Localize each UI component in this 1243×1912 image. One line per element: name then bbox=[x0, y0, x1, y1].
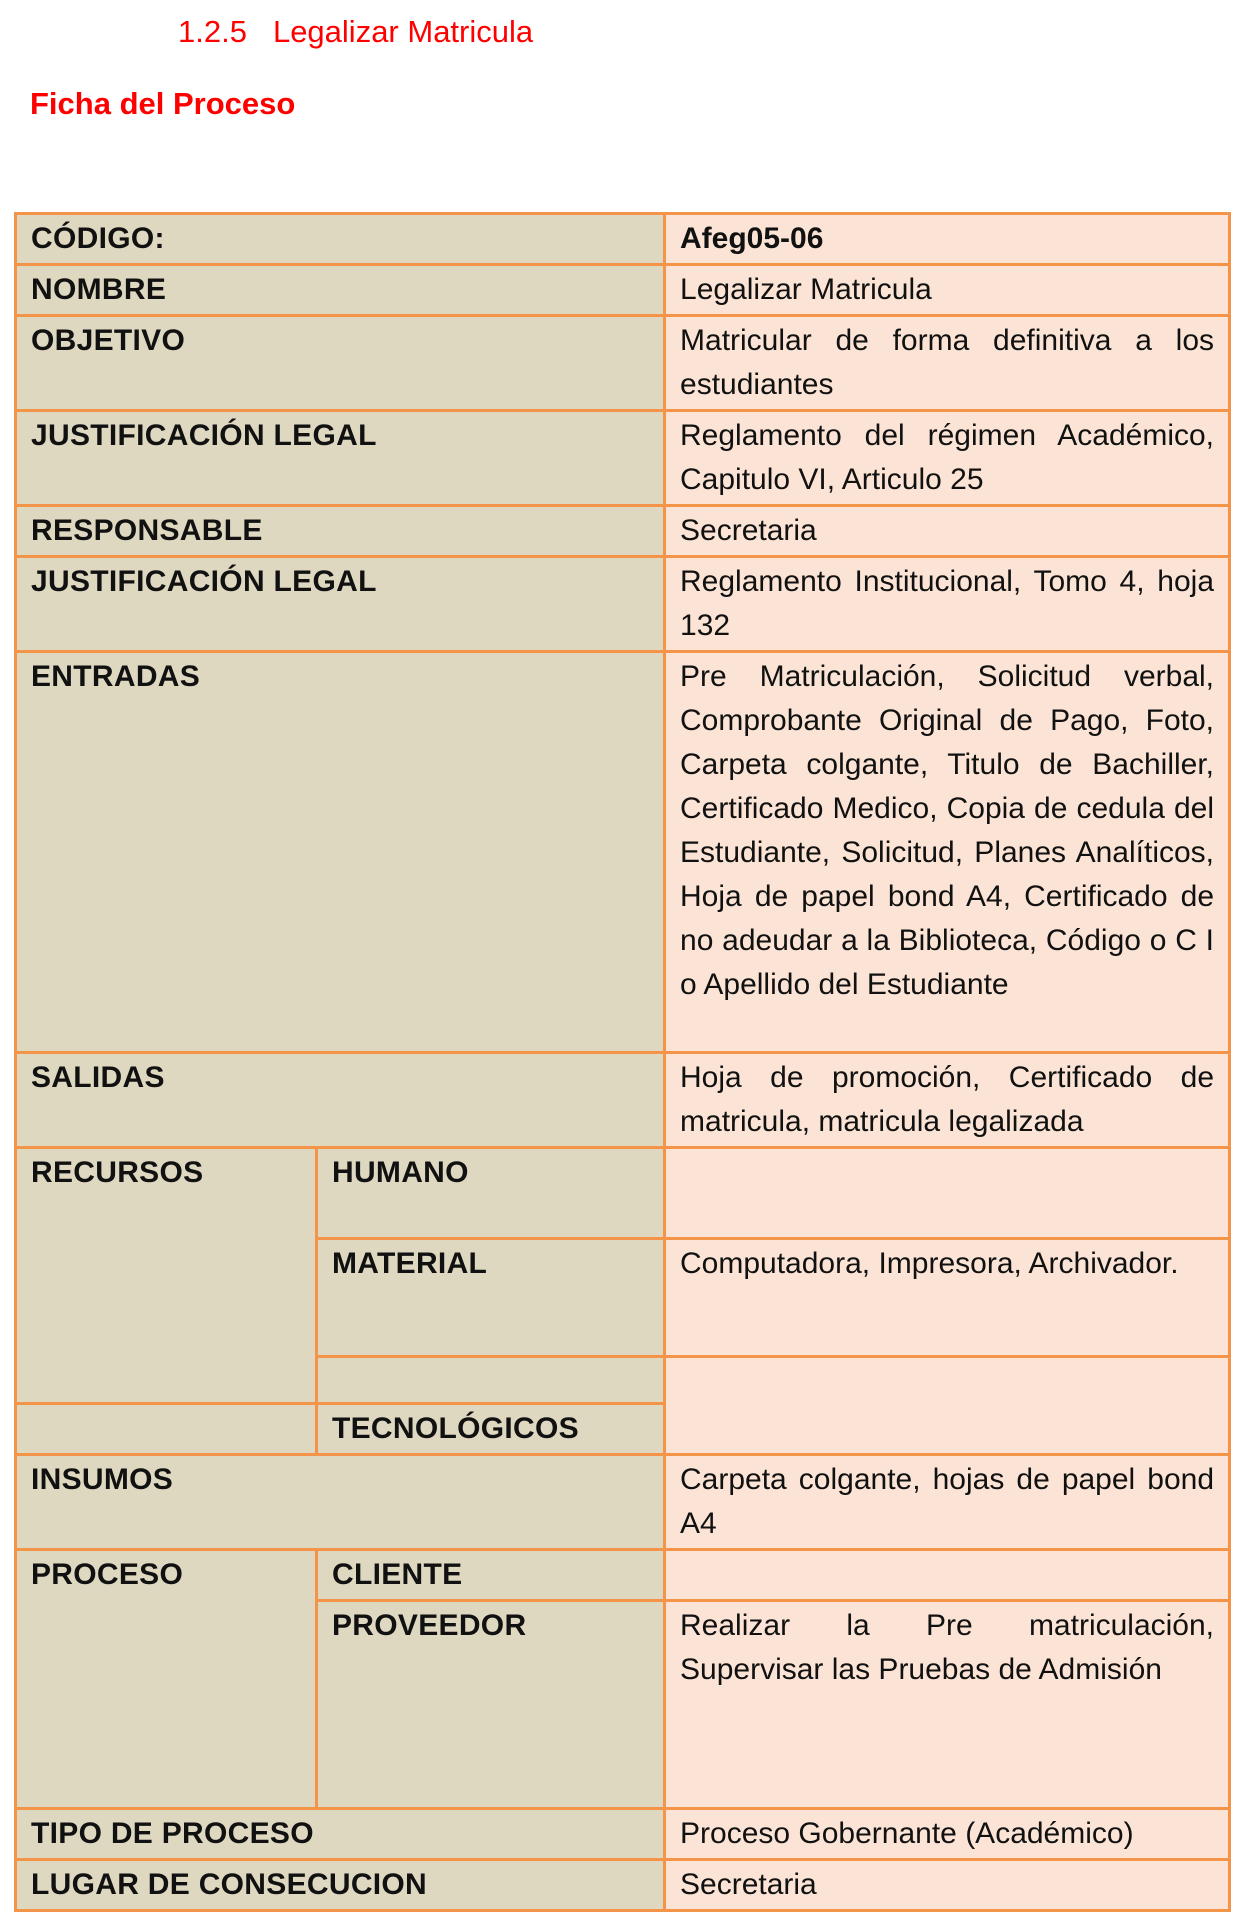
label-nombre: NOMBRE bbox=[16, 265, 665, 316]
value-insumos: Carpeta colgante, hojas de papel bond A4 bbox=[665, 1455, 1230, 1550]
value-justificacion-1: Reglamento del régimen Académico, Capitulo VI, Articulo 25 bbox=[665, 411, 1230, 506]
section-title: Legalizar Matricula bbox=[272, 14, 534, 49]
label-cliente: CLIENTE bbox=[317, 1550, 665, 1601]
label-proveedor: PROVEEDOR bbox=[317, 1601, 665, 1809]
table-row-justificacion-1 bbox=[16, 411, 1230, 506]
value-humano bbox=[665, 1148, 1230, 1239]
label-codigo: CÓDIGO: bbox=[16, 214, 665, 265]
label-recursos: RECURSOS bbox=[16, 1148, 317, 1404]
value-tipo: Proceso Gobernante (Académico) bbox=[665, 1809, 1230, 1860]
label-proceso: PROCESO bbox=[16, 1550, 317, 1809]
empty-label-cell bbox=[16, 1404, 317, 1455]
value-objetivo: Matricular de forma definitiva a los estudiantes bbox=[665, 316, 1230, 411]
table-row-nombre bbox=[16, 265, 1230, 316]
label-tipo: TIPO DE PROCESO bbox=[16, 1809, 665, 1860]
label-justificacion-2: JUSTIFICACIÓN LEGAL bbox=[16, 557, 665, 652]
table-row-tipo bbox=[16, 1809, 1230, 1860]
section-number: 1.2.5 bbox=[178, 14, 247, 49]
label-entradas: ENTRADAS bbox=[16, 652, 665, 1053]
value-justificacion-2: Reglamento Institucional, Tomo 4, hoja 132 bbox=[665, 557, 1230, 652]
label-material: MATERIAL bbox=[317, 1239, 665, 1357]
empty-subcell bbox=[317, 1357, 665, 1404]
value-responsable: Secretaria bbox=[665, 506, 1230, 557]
table-row-recursos-humano bbox=[16, 1148, 1230, 1239]
table-row-objetivo bbox=[16, 316, 1230, 411]
section-heading bbox=[178, 14, 533, 50]
value-material: Computadora, Impresora, Archivador. bbox=[665, 1239, 1230, 1357]
table-row-codigo bbox=[16, 214, 1230, 265]
value-nombre: Legalizar Matricula bbox=[665, 265, 1230, 316]
label-salidas: SALIDAS bbox=[16, 1053, 665, 1148]
value-codigo: Afeg05-06 bbox=[665, 214, 1230, 265]
label-justificacion-1: JUSTIFICACIÓN LEGAL bbox=[16, 411, 665, 506]
table-row-insumos bbox=[16, 1455, 1230, 1550]
table-row-lugar bbox=[16, 1860, 1230, 1911]
table-row-entradas bbox=[16, 652, 1230, 1053]
label-responsable: RESPONSABLE bbox=[16, 506, 665, 557]
table-row-proceso-cliente bbox=[16, 1550, 1230, 1601]
value-proveedor: Realizar la Pre matriculación, Supervisar las Pruebas de Admisión bbox=[665, 1601, 1230, 1809]
value-lugar: Secretaria bbox=[665, 1860, 1230, 1911]
value-cliente bbox=[665, 1550, 1230, 1601]
table-row-salidas bbox=[16, 1053, 1230, 1148]
label-insumos: INSUMOS bbox=[16, 1455, 665, 1550]
process-sheet-table bbox=[14, 212, 1231, 1912]
label-tecnologicos: TECNOLÓGICOS bbox=[317, 1404, 665, 1455]
subheading: Ficha del Proceso bbox=[30, 86, 296, 121]
value-salidas: Hoja de promoción, Certificado de matricula, matricula legalizada bbox=[665, 1053, 1230, 1148]
value-tecnologicos bbox=[665, 1357, 1230, 1455]
table-row-responsable bbox=[16, 506, 1230, 557]
label-objetivo: OBJETIVO bbox=[16, 316, 665, 411]
value-entradas: Pre Matriculación, Solicitud verbal, Comprobante Original de Pago, Foto, Carpeta colgante, Titulo de Bachiller, Certificado Medico, Copia de cedula del Estudiante, Solicitud, Planes Analíticos, Hoja de papel bond A4, Certificado de no adeudar a la Biblioteca, Código o C I o Apellido del Estudiante bbox=[665, 652, 1230, 1053]
label-humano: HUMANO bbox=[317, 1148, 665, 1239]
table-row-justificacion-2 bbox=[16, 557, 1230, 652]
label-lugar: LUGAR DE CONSECUCION bbox=[16, 1860, 665, 1911]
